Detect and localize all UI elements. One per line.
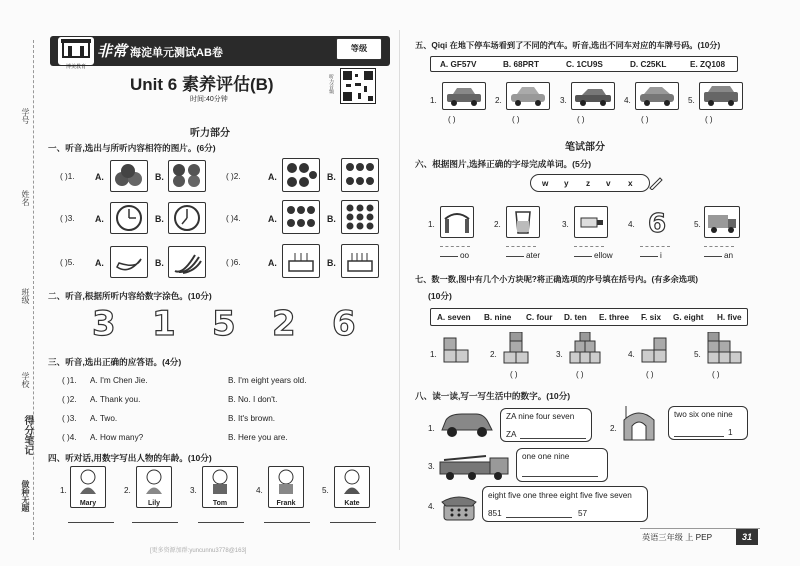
s7-score: (10分) — [428, 291, 452, 301]
s5-plate-c: C. 1CU9S — [566, 60, 603, 69]
s1-q3-picture-a[interactable] — [110, 202, 148, 234]
s6-letter-v: v — [606, 179, 611, 188]
s8-q1-answer-line[interactable] — [520, 438, 586, 439]
s7-option-h: H. five — [717, 313, 742, 322]
s1-q5-option-b: B. — [155, 258, 164, 268]
s4-p4-answer-line[interactable] — [264, 522, 310, 523]
s8-q4-answer-line[interactable] — [506, 517, 572, 518]
s6-q5-guide — [704, 246, 734, 247]
s2-number-5[interactable]: 5 — [212, 304, 236, 344]
margin-label-score: 得分笔记 — [22, 415, 33, 455]
s4-p3-name: Tom — [212, 500, 228, 507]
s8-q3-number: 3. — [428, 462, 435, 471]
s4-p1-answer-line[interactable] — [68, 522, 114, 523]
s4-p3-number: 3. — [190, 486, 197, 495]
s3-q1-number: ( )1. — [62, 376, 77, 385]
s3-q4-option-b[interactable]: B. Here you are. — [228, 433, 288, 442]
s5-car2 — [506, 82, 550, 110]
cube-stack-icon — [706, 332, 742, 364]
tower-gate-icon — [618, 404, 660, 442]
cube-stack-icon — [502, 332, 532, 364]
s3-q1-option-a[interactable]: A. I'm Chen Jie. — [90, 376, 148, 385]
s6-q2-word: ater — [526, 251, 541, 260]
truck-icon — [705, 207, 739, 237]
s1-q5-number: ( )5. — [60, 258, 75, 267]
s7-option-e: E. three — [599, 313, 630, 322]
s2-title: 二、听音,根据所听内容给数字涂色。(10分) — [48, 291, 212, 301]
s4-p5-number: 5. — [322, 486, 329, 495]
s5-car2-number: 2. — [495, 96, 502, 105]
s2-number-1[interactable]: 1 — [152, 304, 176, 344]
s7-q3-number: 3. — [556, 350, 563, 359]
s5-car3-answer[interactable]: ( ) — [577, 115, 585, 124]
s5-car3 — [571, 82, 615, 110]
s1-q4-picture-b[interactable] — [341, 200, 379, 234]
s8-q2-text: two six one nine — [674, 410, 733, 419]
s8-q2-suffix: 1 — [728, 428, 733, 437]
page-divider — [399, 30, 400, 550]
s1-q6-picture-b[interactable] — [341, 244, 379, 278]
svg-text:6: 6 — [648, 209, 667, 236]
s8-q1-prefix: ZA — [506, 430, 517, 439]
s1-q5-option-a: A. — [95, 258, 104, 268]
s5-plate-d: D. C25KL — [630, 60, 667, 69]
s4-p2-answer-line[interactable] — [132, 522, 178, 523]
s7-q4-answer[interactable]: ( ) — [646, 370, 654, 379]
girl-icon — [335, 467, 369, 495]
s1-q2-picture-a[interactable] — [282, 158, 320, 192]
s5-car5 — [699, 82, 743, 110]
cube-stack-icon — [568, 332, 602, 364]
s1-q3-option-b: B. — [155, 214, 164, 224]
s1-title: 一、听音,选出与所听内容相符的图片。(6分) — [48, 143, 216, 153]
series-name: 海淀单元测试AB卷 — [130, 47, 223, 59]
margin-label-note: 做种无题 — [21, 480, 30, 512]
s6-q1-number: 1. — [428, 220, 435, 229]
s5-title: 五、Qiqi 在地下停车场看到了不同的汽车。听音,选出不同车对应的车牌号码。(10分) — [415, 41, 721, 50]
s5-plate-b: B. 68PRT — [503, 60, 539, 69]
s5-car5-answer[interactable]: ( ) — [705, 115, 713, 124]
s7-option-g: G. eight — [673, 313, 704, 322]
s6-q4-word: i — [660, 251, 662, 260]
s4-p3-card — [202, 466, 238, 508]
fire-truck-icon — [438, 452, 512, 482]
car-icon — [507, 83, 549, 109]
panda-icon — [283, 159, 319, 191]
s8-q3-text: one one nine — [522, 452, 570, 461]
s6-q4-blank[interactable] — [640, 256, 658, 257]
s1-q4-number: ( )4. — [226, 214, 241, 223]
s2-number-2[interactable]: 2 — [272, 304, 296, 344]
s8-q4-number: 4. — [428, 502, 435, 511]
s8-q4-prefix: 851 — [488, 509, 502, 518]
s6-q4-guide — [640, 246, 670, 247]
s6-q2-number: 2. — [494, 220, 501, 229]
s5-plate-a: A. GF57V — [440, 60, 477, 69]
s8-q1-number: 1. — [428, 424, 435, 433]
s1-q5-picture-b[interactable] — [168, 246, 206, 278]
s4-p4-card — [268, 466, 304, 508]
car-icon — [700, 83, 742, 109]
s2-number-6[interactable]: 6 — [332, 304, 356, 344]
s6-q5-number: 5. — [694, 220, 701, 229]
s6-q1-blank[interactable] — [440, 256, 458, 257]
s5-plate-e: E. ZQ108 — [690, 60, 726, 69]
water-glass-icon — [507, 207, 539, 237]
s1-q6-option-b: B. — [327, 258, 336, 268]
boy-icon — [269, 467, 303, 495]
s6-q4-number: 4. — [628, 220, 635, 229]
margin-label-student-id: 学号 — [21, 108, 30, 124]
s3-q1-option-b[interactable]: B. I'm eight years old. — [228, 376, 307, 385]
s5-car3-number: 3. — [560, 96, 567, 105]
cube-stack-icon — [640, 336, 670, 364]
cake-icon — [283, 245, 319, 277]
s1-q1-option-a: A. — [95, 172, 104, 182]
s7-q1-number: 1. — [430, 350, 437, 359]
s1-q1-picture-b[interactable] — [168, 160, 206, 192]
footer-subject: 英语三年级 上 PEP — [642, 533, 713, 542]
paint-tube-icon — [575, 207, 607, 237]
zoo-gate-icon — [441, 207, 473, 237]
cube-stack-icon — [442, 336, 472, 364]
s5-car4 — [635, 82, 679, 110]
car-icon — [443, 83, 485, 109]
orange-icon — [169, 161, 205, 191]
s5-car1 — [442, 82, 486, 110]
s6-q3-guide — [574, 246, 604, 247]
s6-title: 六、根据图片,选择正确的字母完成单词。(5分) — [415, 159, 592, 169]
s1-q6-picture-a[interactable] — [282, 244, 320, 278]
s1-q2-picture-b[interactable] — [341, 158, 379, 192]
s1-q2-number: ( )2. — [226, 172, 241, 181]
number-six-icon — [640, 206, 672, 236]
s4-p5-name: Kate — [344, 500, 360, 507]
s3-q2-option-b[interactable]: B. No. I don't. — [228, 395, 278, 404]
grade-label: 等级 — [350, 44, 368, 54]
s4-p5-card — [334, 466, 370, 508]
s1-q6-option-a: A. — [268, 258, 277, 268]
s4-p2-number: 2. — [124, 486, 131, 495]
s5-car1-answer[interactable]: ( ) — [448, 115, 456, 124]
s1-q2-option-b: B. — [327, 172, 336, 182]
dots-icon — [283, 201, 319, 233]
watermark: [更多资源加群:yuncunnu3778@163] — [150, 548, 247, 554]
s1-q1-option-b: B. — [155, 172, 164, 182]
qr-code[interactable] — [340, 68, 376, 104]
dots-icon — [342, 201, 378, 233]
s7-q4-number: 4. — [628, 350, 635, 359]
s3-q3-number: ( )3. — [62, 414, 77, 423]
s6-q4-picture — [640, 206, 674, 238]
s1-q3-number: ( )3. — [60, 214, 75, 223]
car-icon — [438, 410, 496, 440]
s8-q2-answer-line[interactable] — [674, 436, 724, 437]
girl-icon — [71, 467, 105, 495]
s3-q2-number: ( )2. — [62, 395, 77, 404]
s7-option-a: A. seven — [437, 313, 471, 322]
car-icon — [636, 83, 678, 109]
s7-q2-number: 2. — [490, 350, 497, 359]
pencil-icon — [648, 176, 664, 190]
s6-q5-word: an — [724, 251, 734, 260]
s6-q5-picture — [704, 206, 740, 238]
girl-icon — [137, 467, 171, 495]
s6-q3-word: ellow — [594, 251, 613, 260]
qr-code-icon — [341, 69, 375, 103]
s4-p5-answer-line[interactable] — [330, 522, 376, 523]
s6-q1-guide — [440, 246, 470, 247]
s6-q3-blank[interactable] — [574, 256, 592, 257]
time-limit: 时间:40分钟 — [190, 96, 228, 103]
s6-q2-picture — [506, 206, 540, 238]
margin-label-school: 学校 — [21, 372, 30, 388]
s1-q4-option-b: B. — [327, 214, 336, 224]
s5-car2-answer[interactable]: ( ) — [512, 115, 520, 124]
s5-car5-number: 5. — [688, 96, 695, 105]
s7-option-c: C. four — [526, 313, 553, 322]
brand-logo-caption: 博美教育 — [65, 64, 86, 70]
orange-icon — [111, 161, 147, 191]
banana-icon — [111, 247, 147, 277]
s7-option-f: F. six — [641, 313, 662, 322]
s8-q2-number: 2. — [610, 424, 617, 433]
s7-title: 七、数一数,图中有几个小方块呢?将正确选项的序号填在括号内。(有多余选项) — [415, 275, 698, 284]
banana-icon — [169, 247, 205, 277]
s4-p4-number: 4. — [256, 486, 263, 495]
s6-letter-z: z — [586, 179, 591, 188]
s1-q4-picture-a[interactable] — [282, 200, 320, 234]
margin-label-class: 班级 — [21, 288, 30, 304]
cut-line — [33, 40, 34, 540]
page-number: 31 — [736, 529, 758, 545]
s5-car4-answer[interactable]: ( ) — [641, 115, 649, 124]
s6-q2-guide — [506, 246, 536, 247]
s6-q3-picture — [574, 206, 608, 238]
s6-q3-number: 3. — [562, 220, 569, 229]
s7-q2-answer[interactable]: ( ) — [510, 370, 518, 379]
s3-title: 三、听音,选出正确的应答语。(4分) — [48, 357, 182, 367]
s8-q4-suffix: 57 — [578, 509, 588, 518]
margin-label-name: 姓名 — [21, 190, 30, 206]
unit-title: Unit 6 素养评估(B) — [130, 75, 274, 94]
s4-p1-card — [70, 466, 106, 508]
s8-q1-text: ZA nine four seven — [506, 412, 575, 421]
grade-box — [336, 38, 382, 60]
s1-q3-picture-b[interactable] — [168, 202, 206, 234]
s6-q1-picture — [440, 206, 474, 238]
s1-q6-number: ( )6. — [226, 258, 241, 267]
s4-p4-name: Frank — [276, 500, 296, 507]
s8-title: 八、读一读,写一写生活中的数字。(10分) — [415, 391, 571, 401]
s7-option-d: D. ten — [564, 313, 587, 322]
s4-p3-answer-line[interactable] — [198, 522, 244, 523]
s8-q4-text: eight five one three eight five five seven — [488, 491, 632, 500]
s3-q4-option-a[interactable]: A. How many? — [90, 433, 144, 442]
boy-icon — [203, 467, 237, 495]
s4-p2-card — [136, 466, 172, 508]
s3-q3-option-a[interactable]: A. Two. — [90, 414, 118, 423]
s1-q1-number: ( )1. — [60, 172, 75, 181]
s7-q5-number: 5. — [694, 350, 701, 359]
s1-q1-picture-a[interactable] — [110, 160, 148, 192]
s7-q5-answer[interactable]: ( ) — [712, 370, 720, 379]
s8-q3-answer-line[interactable] — [522, 476, 598, 477]
s3-q2-option-a[interactable]: A. Thank you. — [90, 395, 141, 404]
s4-p1-name: Mary — [79, 500, 97, 507]
s6-q5-blank[interactable] — [704, 256, 722, 257]
written-heading: 笔试部分 — [565, 142, 605, 153]
s6-letter-w: w — [542, 179, 549, 188]
cake-icon — [342, 245, 378, 277]
s5-car4-number: 4. — [624, 96, 631, 105]
s7-option-b: B. nine — [484, 313, 512, 322]
s6-q1-word: oo — [460, 251, 470, 260]
s3-q4-number: ( )4. — [62, 433, 77, 442]
s1-q4-option-a: A. — [268, 214, 277, 224]
panda-icon — [342, 159, 378, 191]
s6-letter-y: y — [564, 179, 569, 188]
clock-icon — [169, 203, 205, 233]
brand-name: 非常 — [97, 43, 128, 60]
telephone-icon — [440, 492, 478, 522]
s4-p2-name: Lily — [147, 500, 161, 507]
s2-number-3[interactable]: 3 — [92, 304, 116, 344]
s1-q5-picture-a[interactable] — [110, 246, 148, 278]
clock-icon — [111, 203, 147, 233]
s4-title: 四、听对话,用数字写出人物的年龄。(10分) — [48, 453, 212, 463]
school-building-icon — [58, 37, 94, 59]
scan-hint: 听力音频 — [328, 74, 334, 94]
car-icon — [572, 83, 614, 109]
s1-q2-option-a: A. — [268, 172, 277, 182]
s6-q2-blank[interactable] — [506, 256, 524, 257]
s3-q3-option-b[interactable]: B. It's brown. — [228, 414, 276, 423]
s6-letter-x: x — [628, 179, 633, 188]
s1-q3-option-a: A. — [95, 214, 104, 224]
s7-q3-answer[interactable]: ( ) — [576, 370, 584, 379]
s4-p1-number: 1. — [60, 486, 67, 495]
listening-heading: 听力部分 — [190, 128, 230, 139]
s5-car1-number: 1. — [430, 96, 437, 105]
brand-logo — [58, 37, 94, 70]
